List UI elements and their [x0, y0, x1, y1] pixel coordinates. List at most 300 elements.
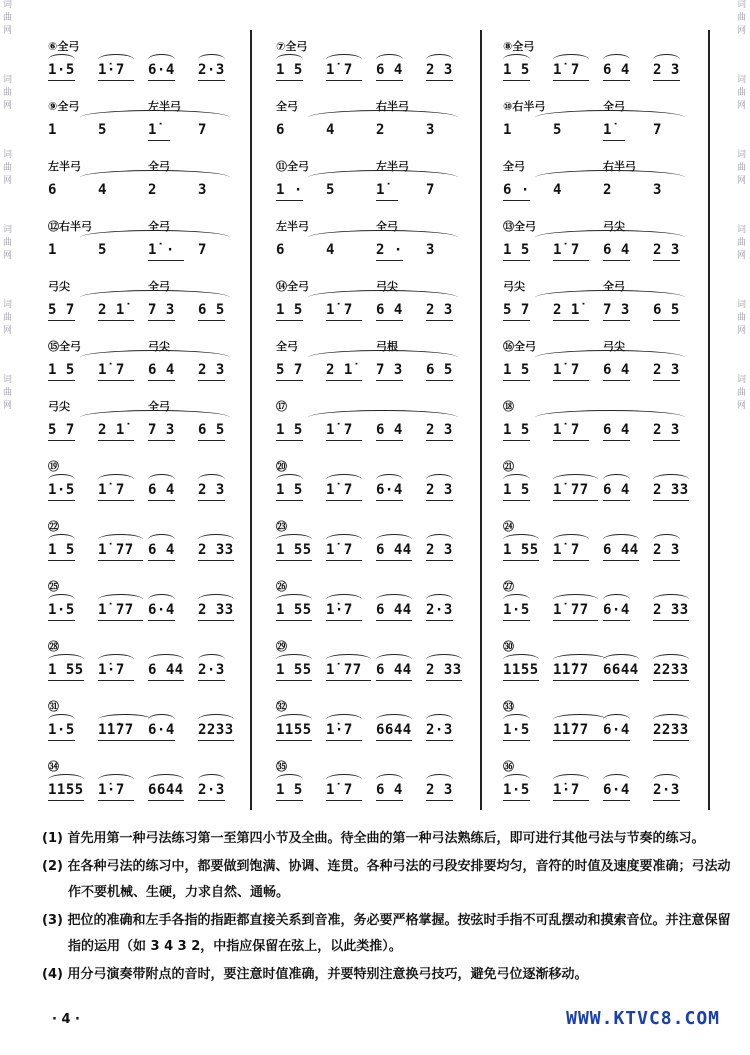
note-group: 5 — [326, 182, 335, 198]
bowing-label: ㉟ — [276, 760, 287, 773]
note-2: (2) 在各种弓法的练习中，都要做到饱满、协调、连贯。各种弓法的弓段安排要均匀，音符的时值及速度要准确；弓法动作不要机械、生硬，力求自然、通畅。 — [42, 859, 731, 900]
underline-beam — [276, 440, 303, 441]
slur-mark — [198, 534, 234, 545]
note-group: 2 3 — [426, 542, 453, 558]
bowing-annotation: 右半弓 — [603, 160, 636, 173]
note-group: 7 3 — [148, 422, 175, 438]
slur-mark — [426, 714, 453, 725]
note-group: 4 — [326, 122, 335, 138]
underline-beam — [326, 740, 362, 741]
bowing-annotation: 全弓 — [148, 160, 170, 173]
note-group: 2 3 — [653, 362, 680, 378]
underline-beam — [603, 500, 630, 501]
bowing-label: ㉗ — [503, 580, 514, 593]
note-group: 1̇ 7 — [553, 242, 580, 258]
note-group: 1 5 — [503, 362, 530, 378]
bowing-label: 全弓 — [503, 160, 525, 173]
note-group: 1̇ — [148, 122, 157, 138]
note-group: 1·5 — [48, 722, 75, 738]
measure — [268, 330, 468, 390]
note-group: 1̇·7 — [326, 602, 353, 618]
note-group: 1̇ · — [148, 242, 175, 258]
measure — [268, 690, 468, 750]
note-group: 1̇1̇77 — [98, 722, 134, 738]
watermark-left — [3, 0, 13, 1055]
slur-mark — [98, 534, 143, 545]
note-group: 5 7 — [48, 302, 75, 318]
underline-beam — [98, 440, 134, 441]
note-group: 2 · — [376, 242, 403, 258]
underline-beam — [198, 500, 225, 501]
slur-mark — [198, 474, 225, 485]
watermark-char: 网 — [737, 401, 747, 411]
slur-mark — [653, 714, 689, 725]
underline-beam — [198, 800, 225, 801]
note-group: 6 · — [503, 182, 530, 198]
underline-beam — [48, 440, 75, 441]
watermark-char: 曲 — [3, 88, 13, 98]
note-group: 1155 — [276, 722, 312, 738]
underline-beam — [603, 80, 630, 81]
slur-mark — [148, 654, 184, 665]
measure — [40, 630, 240, 690]
underline-beam — [553, 560, 589, 561]
watermark-char: 曲 — [3, 238, 13, 248]
measure — [40, 270, 240, 330]
watermark-char: 曲 — [737, 163, 747, 173]
underline-beam — [148, 800, 184, 801]
bowing-annotation: 左半弓 — [376, 160, 409, 173]
underline-beam — [426, 500, 453, 501]
bowing-annotation: 右半弓 — [376, 100, 409, 113]
underline-beam — [603, 260, 630, 261]
measure — [40, 90, 240, 150]
underline-beam — [198, 740, 234, 741]
watermark-char: 曲 — [737, 238, 747, 248]
underline-beam — [376, 740, 412, 741]
bowing-label: ⑦全弓 — [276, 40, 308, 53]
note-group: 5 7 — [48, 422, 75, 438]
note-group: 2 1̇ — [98, 422, 125, 438]
underline-beam — [603, 140, 625, 141]
note-group: 6·4 — [148, 722, 175, 738]
underline-beam — [653, 740, 689, 741]
underline-beam — [603, 740, 630, 741]
watermark-char: 词 — [737, 375, 747, 385]
note-group: 1̇ — [376, 182, 385, 198]
slur-mark — [326, 654, 371, 665]
note-group: 2·3 — [426, 722, 453, 738]
underline-beam — [326, 440, 362, 441]
measure — [495, 90, 695, 150]
measure — [495, 270, 695, 330]
note-group: 7 — [653, 122, 662, 138]
slur-mark — [653, 54, 680, 65]
underline-beam — [653, 620, 689, 621]
note-group: 2 3 — [198, 482, 225, 498]
measure — [268, 90, 468, 150]
watermark-char: 词 — [737, 300, 747, 310]
measure — [40, 330, 240, 390]
note-group: 7 — [198, 242, 207, 258]
watermark-char: 曲 — [3, 163, 13, 173]
phrase-slur — [80, 170, 230, 185]
watermark-char: 词 — [3, 225, 13, 235]
note-group: 6 — [48, 182, 57, 198]
measure — [495, 750, 695, 810]
bowing-annotation: 全弓 — [376, 220, 398, 233]
measure — [268, 570, 468, 630]
underline-beam — [553, 740, 607, 741]
underline-beam — [653, 680, 689, 681]
underline-beam — [276, 200, 303, 201]
underline-beam — [376, 380, 403, 381]
underline-beam — [326, 500, 362, 501]
note-group: 1·5 — [48, 62, 75, 78]
slur-mark — [603, 474, 630, 485]
underline-beam — [148, 740, 175, 741]
note-group: 1̇·7 — [553, 782, 580, 798]
underline-beam — [603, 680, 639, 681]
phrase-slur — [80, 110, 230, 125]
slur-mark — [426, 54, 453, 65]
note-group: 7 3 — [148, 302, 175, 318]
slur-mark — [276, 594, 312, 605]
note-4: (4) 用分弓演奏带附点的音时，要注意时值准确，并要特别注意换弓技巧，避免弓位逐渐移动。 — [42, 967, 588, 982]
note-group: 1·5 — [503, 782, 530, 798]
note-group: 6 4 — [148, 542, 175, 558]
watermark-char: 词 — [737, 75, 747, 85]
slur-mark — [653, 534, 680, 545]
slur-mark — [98, 774, 134, 785]
slur-mark — [198, 54, 225, 65]
underline-beam — [376, 800, 403, 801]
slur-mark — [603, 774, 630, 785]
phrase-slur — [308, 410, 458, 425]
note-group: 6644 — [376, 722, 412, 738]
measure — [40, 210, 240, 270]
slur-mark — [503, 594, 530, 605]
underline-beam — [48, 680, 84, 681]
note-group: 1̇ 7 — [553, 362, 580, 378]
bowing-label: ⑲ — [48, 460, 59, 473]
underline-beam — [48, 80, 75, 81]
bowing-label: 弓尖 — [48, 280, 70, 293]
underline-beam — [276, 380, 303, 381]
slur-mark — [376, 654, 412, 665]
note-group: 6 — [276, 242, 285, 258]
underline-beam — [553, 680, 607, 681]
underline-beam — [603, 620, 630, 621]
measure — [495, 450, 695, 510]
note-group: 1̇ 77 — [553, 602, 589, 618]
underline-beam — [148, 620, 175, 621]
note-group: 1155 — [48, 782, 84, 798]
note-group: 1 5 — [503, 242, 530, 258]
note-group: 4 — [98, 182, 107, 198]
slur-mark — [503, 474, 530, 485]
measure — [40, 510, 240, 570]
bowing-label: ㉚ — [503, 640, 514, 653]
bowing-label: ⑥全弓 — [48, 40, 80, 53]
underline-beam — [276, 620, 312, 621]
bowing-label: ㉞ — [48, 760, 59, 773]
slur-mark — [503, 534, 539, 545]
note-group: 1 5 — [503, 482, 530, 498]
slur-mark — [553, 654, 607, 665]
slur-mark — [503, 714, 530, 725]
slur-mark — [98, 654, 134, 665]
underline-beam — [148, 320, 175, 321]
slur-mark — [376, 594, 412, 605]
note-group: 6 4 — [603, 422, 630, 438]
note-group: 6 4 — [376, 302, 403, 318]
watermark-char: 网 — [3, 326, 13, 336]
note-group: 1 5 — [276, 482, 303, 498]
note-group: 6 — [276, 122, 285, 138]
underline-beam — [98, 800, 134, 801]
watermark-char: 词 — [737, 150, 747, 160]
underline-beam — [426, 740, 453, 741]
note-group: 1̇ 77 — [98, 602, 134, 618]
bowing-label: ⑳ — [276, 460, 287, 473]
note-group: 2·3 — [198, 662, 225, 678]
note-group: 6·4 — [148, 602, 175, 618]
phrase-slur — [535, 350, 685, 365]
note-group: 1̇ 7 — [98, 362, 125, 378]
note-group: 2 1̇ — [326, 362, 353, 378]
watermark-char: 网 — [737, 176, 747, 186]
underline-beam — [198, 440, 225, 441]
underline-beam — [326, 800, 362, 801]
note-group: 1̇ 7 — [326, 782, 353, 798]
note-group: 2 — [603, 182, 612, 198]
watermark-char: 网 — [3, 251, 13, 261]
slur-mark — [376, 714, 412, 725]
underline-beam — [148, 260, 184, 261]
note-group: 2 — [376, 122, 385, 138]
bowing-label: ㉝ — [503, 700, 514, 713]
measure — [40, 450, 240, 510]
note-group: 7 3 — [376, 362, 403, 378]
bowing-label: 左半弓 — [276, 220, 309, 233]
note-group: 6 5 — [198, 302, 225, 318]
bowing-annotation: 弓根 — [376, 340, 398, 353]
slur-mark — [326, 714, 362, 725]
note-group: 2 3 — [426, 62, 453, 78]
underline-beam — [376, 680, 412, 681]
note-group: 2·3 — [426, 602, 453, 618]
score-row — [40, 750, 710, 810]
note-group: 1̇ 7 — [326, 302, 353, 318]
slur-mark — [198, 654, 225, 665]
bowing-label: ⑧全弓 — [503, 40, 535, 53]
underline-beam — [148, 500, 175, 501]
note-group: 2 1̇ — [553, 302, 580, 318]
underline-beam — [653, 80, 680, 81]
note-group: 2·3 — [198, 782, 225, 798]
measure — [495, 150, 695, 210]
underline-beam — [98, 620, 143, 621]
note-group: 6 44 — [148, 662, 184, 678]
slur-mark — [603, 654, 639, 665]
slur-mark — [276, 714, 312, 725]
underline-beam — [503, 500, 530, 501]
measure — [495, 510, 695, 570]
note-group: 1 — [48, 242, 57, 258]
bowing-label: ⑩右半弓 — [503, 100, 546, 113]
slur-mark — [48, 534, 75, 545]
underline-beam — [276, 500, 303, 501]
underline-beam — [653, 260, 680, 261]
slur-mark — [553, 474, 598, 485]
watermark-char: 网 — [3, 26, 13, 36]
watermark-char: 曲 — [737, 13, 747, 23]
note-group: 1 55 — [276, 542, 312, 558]
underline-beam — [148, 380, 175, 381]
score-row — [40, 90, 710, 150]
slur-mark — [426, 654, 462, 665]
note-group: 5 — [98, 242, 107, 258]
note-group: 6 4 — [603, 362, 630, 378]
bowing-label: ㉑ — [503, 460, 514, 473]
score-row — [40, 690, 710, 750]
note-group: 1 · — [276, 182, 303, 198]
note-group: 1 55 — [503, 542, 539, 558]
slur-mark — [148, 594, 175, 605]
watermark-char: 词 — [3, 0, 13, 10]
underline-beam — [426, 320, 453, 321]
note-group: 1 55 — [276, 602, 312, 618]
bowing-label: 全弓 — [276, 340, 298, 353]
slur-mark — [503, 654, 539, 665]
measure — [495, 210, 695, 270]
bowing-annotation: 全弓 — [603, 280, 625, 293]
underline-beam — [553, 500, 598, 501]
underline-beam — [653, 380, 680, 381]
underline-beam — [198, 320, 225, 321]
note-group: 1̇ 7 — [326, 62, 353, 78]
bowing-annotation: 全弓 — [148, 400, 170, 413]
note-group: 2 33 — [426, 662, 462, 678]
underline-beam — [326, 560, 362, 561]
phrase-slur — [80, 230, 230, 245]
note-group: 3 — [653, 182, 662, 198]
underline-beam — [98, 680, 134, 681]
underline-beam — [98, 320, 134, 321]
measure — [268, 510, 468, 570]
slur-mark — [326, 54, 362, 65]
page-number: · 4 · — [52, 1012, 80, 1027]
note-group: 2 3 — [653, 542, 680, 558]
bowing-label: ⑫右半弓 — [48, 220, 92, 233]
note-group: 2 3 — [653, 62, 680, 78]
watermark-char: 词 — [737, 225, 747, 235]
watermark-char: 词 — [3, 75, 13, 85]
note-group: 2 3 — [653, 242, 680, 258]
note-group: 6·4 — [376, 482, 403, 498]
slur-mark — [376, 54, 403, 65]
note-group: 2233 — [653, 722, 689, 738]
bowing-label: ㉘ — [48, 640, 59, 653]
note-group: 6·4 — [603, 722, 630, 738]
underline-beam — [48, 320, 75, 321]
slur-mark — [653, 654, 689, 665]
underline-beam — [553, 380, 589, 381]
score-row — [40, 390, 710, 450]
measure — [268, 630, 468, 690]
note-group: 1̇ 7 — [553, 542, 580, 558]
bowing-annotation: 弓尖 — [148, 340, 170, 353]
note-group: 1̇1̇77 — [553, 662, 589, 678]
slur-mark — [148, 54, 175, 65]
bowing-label: 弓尖 — [48, 400, 70, 413]
underline-beam — [326, 380, 362, 381]
bowing-label: ㉙ — [276, 640, 287, 653]
note-group: 1̇ 7 — [98, 482, 125, 498]
measure — [495, 330, 695, 390]
measure — [495, 570, 695, 630]
underline-beam — [553, 800, 589, 801]
slur-mark — [603, 534, 639, 545]
slur-mark — [48, 594, 75, 605]
phrase-slur — [308, 170, 458, 185]
watermark-char: 网 — [3, 401, 13, 411]
watermark-char: 网 — [3, 101, 13, 111]
note-group: 5 7 — [503, 302, 530, 318]
bowing-label: ⑪全弓 — [276, 160, 309, 173]
slur-mark — [553, 54, 589, 65]
underline-beam — [603, 560, 639, 561]
slur-mark — [148, 774, 184, 785]
practice-notes — [42, 826, 732, 990]
note-group: 2 3 — [653, 422, 680, 438]
underline-beam — [276, 320, 303, 321]
score-row — [40, 570, 710, 630]
note-group: 6 4 — [376, 62, 403, 78]
note-group: 2233 — [653, 662, 689, 678]
slur-mark — [376, 534, 412, 545]
underline-beam — [426, 380, 453, 381]
underline-beam — [503, 560, 539, 561]
score-row — [40, 450, 710, 510]
note-group: 4 — [553, 182, 562, 198]
slur-mark — [148, 474, 175, 485]
slur-mark — [426, 594, 453, 605]
bowing-annotation: 全弓 — [148, 220, 170, 233]
phrase-slur — [535, 410, 685, 425]
slur-mark — [198, 594, 234, 605]
underline-beam — [326, 680, 371, 681]
note-group: 7 3 — [603, 302, 630, 318]
note-group: 6 4 — [603, 62, 630, 78]
slur-mark — [148, 714, 175, 725]
underline-beam — [503, 200, 530, 201]
underline-beam — [503, 680, 539, 681]
note-group: 3 — [426, 122, 435, 138]
note-group: 6 4 — [603, 482, 630, 498]
note-group: 4 — [326, 242, 335, 258]
score-row — [40, 30, 710, 90]
underline-beam — [98, 740, 152, 741]
note-group: 6 5 — [198, 422, 225, 438]
note-group: 1̇·7 — [98, 662, 125, 678]
measure — [40, 570, 240, 630]
phrase-slur — [80, 290, 230, 305]
note-group: 6644 — [148, 782, 184, 798]
slur-mark — [326, 474, 362, 485]
measure — [268, 450, 468, 510]
